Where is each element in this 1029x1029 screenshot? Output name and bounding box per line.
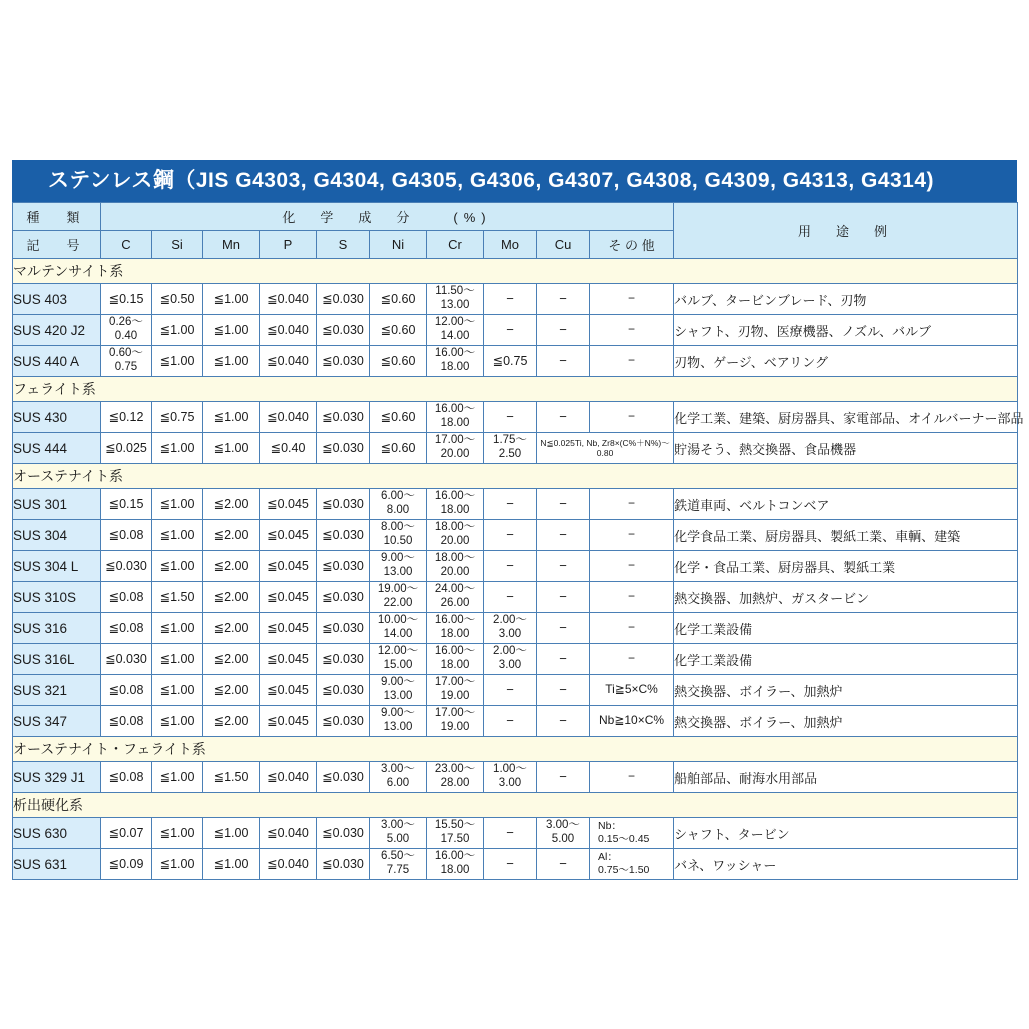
value-c: ≦0.15 <box>101 489 152 520</box>
value-p: ≦0.040 <box>260 762 317 793</box>
value-s: ≦0.030 <box>317 551 370 582</box>
value-c: ≦0.15 <box>101 284 152 315</box>
header-col-p: P <box>260 231 317 259</box>
use-example: 化学工業、建築、厨房器具、家電部品、オイルバーナー部品 <box>674 402 1018 433</box>
value-mo: ≦0.75 <box>484 346 537 377</box>
table-row <box>13 675 1018 706</box>
value-si: ≦1.00 <box>152 644 203 675</box>
value-mn: ≦2.00 <box>203 551 260 582</box>
value-s: ≦0.030 <box>317 433 370 464</box>
value-s: ≦0.030 <box>317 489 370 520</box>
group-row <box>13 377 1018 402</box>
value-cr: 16.00〜 18.00 <box>427 489 484 520</box>
value-mn: ≦2.00 <box>203 675 260 706</box>
grade-name: SUS 304 <box>13 520 101 551</box>
value-other: − <box>590 489 674 520</box>
value-mo: − <box>484 551 537 582</box>
value-si: ≦1.00 <box>152 675 203 706</box>
header-col-c: C <box>101 231 152 259</box>
value-mo: − <box>484 582 537 613</box>
use-example: 熱交換器、ボイラー、加熱炉 <box>674 706 1018 737</box>
value-si: ≦0.50 <box>152 284 203 315</box>
grade-name: SUS 403 <box>13 284 101 315</box>
value-cr: 16.00〜 18.00 <box>427 613 484 644</box>
value-other: Nb≧10×C% <box>590 706 674 737</box>
value-other: N≦0.025Ti, Nb, Zr8×(C%＋N%)〜0.80 <box>537 433 674 464</box>
value-p: ≦0.045 <box>260 613 317 644</box>
value-c: ≦0.12 <box>101 402 152 433</box>
table-row <box>13 433 1018 464</box>
use-example: 化学食品工業、厨房器具、製紙工業、車輌、建築 <box>674 520 1018 551</box>
value-cr: 16.00〜 18.00 <box>427 346 484 377</box>
table-row <box>13 489 1018 520</box>
value-mn: ≦2.00 <box>203 644 260 675</box>
group-row <box>13 259 1018 284</box>
value-cr: 24.00〜 26.00 <box>427 582 484 613</box>
value-other: − <box>590 762 674 793</box>
header-col-si: Si <box>152 231 203 259</box>
header-col-mn: Mn <box>203 231 260 259</box>
table-row <box>13 582 1018 613</box>
page-title: ステンレス鋼（JIS G4303, G4304, G4305, G4306, G4307, G4308, G4309, G4313, G4314) <box>12 160 1017 202</box>
header-col-cu: Cu <box>537 231 590 259</box>
value-mo: − <box>484 402 537 433</box>
value-ni: 19.00〜 22.00 <box>370 582 427 613</box>
value-c: ≦0.08 <box>101 675 152 706</box>
value-ni: ≦0.60 <box>370 315 427 346</box>
table-row <box>13 706 1018 737</box>
value-p: ≦0.040 <box>260 402 317 433</box>
value-other: Al： 0.75〜1.50 <box>590 849 674 880</box>
group-label: オーステナイト・フェライト系 <box>13 737 1018 762</box>
use-example: 船舶部品、耐海水用部品 <box>674 762 1018 793</box>
value-ni: 6.00〜 8.00 <box>370 489 427 520</box>
value-s: ≦0.030 <box>317 346 370 377</box>
value-cu: − <box>537 489 590 520</box>
group-row <box>13 793 1018 818</box>
grade-name: SUS 631 <box>13 849 101 880</box>
value-c: 0.60〜 0.75 <box>101 346 152 377</box>
value-ni: ≦0.60 <box>370 402 427 433</box>
value-ni: 9.00〜 13.00 <box>370 706 427 737</box>
value-other: − <box>590 346 674 377</box>
value-other: Nb： 0.15〜0.45 <box>590 818 674 849</box>
header-col-ni: Ni <box>370 231 427 259</box>
header-composition: 化 学 成 分 (%) <box>101 203 674 231</box>
value-si: ≦1.00 <box>152 849 203 880</box>
table-row <box>13 520 1018 551</box>
use-example: 貯湯そう、熱交換器、食品機器 <box>674 433 1018 464</box>
value-p: ≦0.045 <box>260 520 317 551</box>
value-s: ≦0.030 <box>317 284 370 315</box>
group-label: フェライト系 <box>13 377 1018 402</box>
value-cu: − <box>537 346 590 377</box>
table-body <box>13 259 1024 880</box>
value-other: − <box>590 520 674 551</box>
value-si: ≦0.75 <box>152 402 203 433</box>
group-label: オーステナイト系 <box>13 464 1018 489</box>
value-c: ≦0.08 <box>101 762 152 793</box>
table-row <box>13 346 1018 377</box>
value-ni: ≦0.60 <box>370 284 427 315</box>
table-row <box>13 284 1018 315</box>
value-si: ≦1.50 <box>152 582 203 613</box>
value-s: ≦0.030 <box>317 644 370 675</box>
use-example: シャフト、タービン <box>674 818 1018 849</box>
value-cr: 18.00〜 20.00 <box>427 551 484 582</box>
header-col-mo: Mo <box>484 231 537 259</box>
use-example: 刃物、ゲージ、ベアリング <box>674 346 1018 377</box>
value-c: ≦0.025 <box>101 433 152 464</box>
table-row <box>13 818 1018 849</box>
grade-name: SUS 316L <box>13 644 101 675</box>
value-mo: − <box>484 706 537 737</box>
value-mo: − <box>484 818 537 849</box>
use-example: バルブ、タービンブレード、刃物 <box>674 284 1018 315</box>
value-mn: ≦1.00 <box>203 402 260 433</box>
value-mo: 1.75〜 2.50 <box>484 433 537 464</box>
value-cu: − <box>537 582 590 613</box>
value-cu: − <box>537 613 590 644</box>
table-row <box>13 402 1018 433</box>
value-p: ≦0.045 <box>260 644 317 675</box>
header-col-cr: Cr <box>427 231 484 259</box>
use-example: 化学工業設備 <box>674 644 1018 675</box>
value-other: − <box>590 551 674 582</box>
value-other: − <box>590 284 674 315</box>
header-use: 用 途 例 <box>674 203 1018 259</box>
value-mn: ≦2.00 <box>203 582 260 613</box>
value-cr: 17.00〜 19.00 <box>427 706 484 737</box>
grade-name: SUS 430 <box>13 402 101 433</box>
grade-name: SUS 444 <box>13 433 101 464</box>
value-mn: ≦2.00 <box>203 520 260 551</box>
value-p: ≦0.040 <box>260 346 317 377</box>
value-p: ≦0.045 <box>260 582 317 613</box>
value-s: ≦0.030 <box>317 315 370 346</box>
use-example: 熱交換器、ボイラー、加熱炉 <box>674 675 1018 706</box>
value-mn: ≦2.00 <box>203 613 260 644</box>
grade-name: SUS 329 J1 <box>13 762 101 793</box>
table-row <box>13 551 1018 582</box>
table-row <box>13 849 1018 880</box>
value-c: ≦0.08 <box>101 520 152 551</box>
value-cu: − <box>537 315 590 346</box>
grade-name: SUS 304 L <box>13 551 101 582</box>
value-c: ≦0.09 <box>101 849 152 880</box>
value-mn: ≦1.00 <box>203 849 260 880</box>
value-cu: − <box>537 520 590 551</box>
value-p: ≦0.045 <box>260 489 317 520</box>
stainless-steel-table-sheet <box>12 160 1024 880</box>
grade-name: SUS 440 A <box>13 346 101 377</box>
value-cr: 23.00〜 28.00 <box>427 762 484 793</box>
value-ni: 6.50〜 7.75 <box>370 849 427 880</box>
value-s: ≦0.030 <box>317 582 370 613</box>
group-label: マルテンサイト系 <box>13 259 1018 284</box>
value-c: ≦0.030 <box>101 644 152 675</box>
value-mn: ≦1.50 <box>203 762 260 793</box>
value-mo: 2.00〜 3.00 <box>484 613 537 644</box>
value-cr: 11.50〜 13.00 <box>427 284 484 315</box>
value-mn: ≦1.00 <box>203 433 260 464</box>
value-ni: 12.00〜 15.00 <box>370 644 427 675</box>
value-si: ≦1.00 <box>152 551 203 582</box>
value-other: Ti≧5×C% <box>590 675 674 706</box>
grade-name: SUS 301 <box>13 489 101 520</box>
value-mn: ≦2.00 <box>203 706 260 737</box>
value-c: 0.26〜 0.40 <box>101 315 152 346</box>
value-ni: 3.00〜 5.00 <box>370 818 427 849</box>
value-ni: 9.00〜 13.00 <box>370 551 427 582</box>
value-si: ≦1.00 <box>152 706 203 737</box>
group-row <box>13 464 1018 489</box>
value-cu: − <box>537 284 590 315</box>
value-si: ≦1.00 <box>152 433 203 464</box>
value-p: ≦0.040 <box>260 315 317 346</box>
value-si: ≦1.00 <box>152 520 203 551</box>
value-mo: − <box>484 315 537 346</box>
value-s: ≦0.030 <box>317 706 370 737</box>
value-mn: ≦1.00 <box>203 284 260 315</box>
value-ni: 9.00〜 13.00 <box>370 675 427 706</box>
table-row <box>13 762 1018 793</box>
value-cr: 16.00〜 18.00 <box>427 849 484 880</box>
value-s: ≦0.030 <box>317 818 370 849</box>
value-si: ≦1.00 <box>152 315 203 346</box>
value-cr: 16.00〜 18.00 <box>427 644 484 675</box>
value-si: ≦1.00 <box>152 346 203 377</box>
grade-name: SUS 310S <box>13 582 101 613</box>
value-c: ≦0.07 <box>101 818 152 849</box>
use-example: 化学・食品工業、厨房器具、製紙工業 <box>674 551 1018 582</box>
value-mn: ≦1.00 <box>203 346 260 377</box>
value-mo: 2.00〜 3.00 <box>484 644 537 675</box>
specification-table <box>12 202 1024 880</box>
value-s: ≦0.030 <box>317 675 370 706</box>
value-mo: − <box>484 284 537 315</box>
value-mn: ≦1.00 <box>203 315 260 346</box>
value-s: ≦0.030 <box>317 520 370 551</box>
value-p: ≦0.045 <box>260 675 317 706</box>
grade-name: SUS 321 <box>13 675 101 706</box>
value-p: ≦0.045 <box>260 551 317 582</box>
value-s: ≦0.030 <box>317 613 370 644</box>
value-cr: 17.00〜 20.00 <box>427 433 484 464</box>
value-cu: − <box>537 706 590 737</box>
value-mo: − <box>484 520 537 551</box>
value-cu: − <box>537 402 590 433</box>
value-s: ≦0.030 <box>317 402 370 433</box>
value-si: ≦1.00 <box>152 613 203 644</box>
value-mo: − <box>484 675 537 706</box>
value-si: ≦1.00 <box>152 489 203 520</box>
grade-name: SUS 316 <box>13 613 101 644</box>
value-mo: − <box>484 849 537 880</box>
value-mo: 1.00〜 3.00 <box>484 762 537 793</box>
value-s: ≦0.030 <box>317 849 370 880</box>
value-cr: 16.00〜 18.00 <box>427 402 484 433</box>
value-c: ≦0.08 <box>101 582 152 613</box>
value-other: − <box>590 644 674 675</box>
use-example: 化学工業設備 <box>674 613 1018 644</box>
value-cu: 3.00〜 5.00 <box>537 818 590 849</box>
value-c: ≦0.08 <box>101 613 152 644</box>
value-mn: ≦1.00 <box>203 818 260 849</box>
header-row-top <box>13 203 1018 231</box>
value-other: − <box>590 402 674 433</box>
value-ni: ≦0.60 <box>370 433 427 464</box>
table-row <box>13 644 1018 675</box>
value-cr: 12.00〜 14.00 <box>427 315 484 346</box>
table-row <box>13 613 1018 644</box>
value-cu: − <box>537 762 590 793</box>
value-si: ≦1.00 <box>152 818 203 849</box>
value-ni: ≦0.60 <box>370 346 427 377</box>
use-example: シャフト、刃物、医療機器、ノズル、バルブ <box>674 315 1018 346</box>
value-ni: 3.00〜 6.00 <box>370 762 427 793</box>
value-cr: 17.00〜 19.00 <box>427 675 484 706</box>
header-col-s: S <box>317 231 370 259</box>
value-p: ≦0.40 <box>260 433 317 464</box>
value-other: − <box>590 613 674 644</box>
value-p: ≦0.040 <box>260 849 317 880</box>
value-mo: − <box>484 489 537 520</box>
value-cu: − <box>537 551 590 582</box>
use-example: 熱交換器、加熱炉、ガスタービン <box>674 582 1018 613</box>
value-p: ≦0.040 <box>260 818 317 849</box>
value-cu: − <box>537 675 590 706</box>
value-cu: − <box>537 849 590 880</box>
use-example: 鉄道車両、ベルトコンベア <box>674 489 1018 520</box>
value-p: ≦0.040 <box>260 284 317 315</box>
value-cr: 15.50〜 17.50 <box>427 818 484 849</box>
value-s: ≦0.030 <box>317 762 370 793</box>
value-mn: ≦2.00 <box>203 489 260 520</box>
value-p: ≦0.045 <box>260 706 317 737</box>
value-ni: 10.00〜 14.00 <box>370 613 427 644</box>
header-kind-line1: 種 類 <box>13 203 101 231</box>
use-example: バネ、ワッシャー <box>674 849 1018 880</box>
value-c: ≦0.08 <box>101 706 152 737</box>
grade-name: SUS 347 <box>13 706 101 737</box>
value-other: − <box>590 315 674 346</box>
group-row <box>13 737 1018 762</box>
value-cu: − <box>537 644 590 675</box>
header-col-other: そ の 他 <box>590 231 674 259</box>
value-si: ≦1.00 <box>152 762 203 793</box>
header-kind-line2: 記 号 <box>13 231 101 259</box>
grade-name: SUS 420 J2 <box>13 315 101 346</box>
value-other: − <box>590 582 674 613</box>
value-cr: 18.00〜 20.00 <box>427 520 484 551</box>
value-c: ≦0.030 <box>101 551 152 582</box>
group-label: 析出硬化系 <box>13 793 1018 818</box>
table-row <box>13 315 1018 346</box>
grade-name: SUS 630 <box>13 818 101 849</box>
value-ni: 8.00〜 10.50 <box>370 520 427 551</box>
table-head <box>13 203 1018 259</box>
